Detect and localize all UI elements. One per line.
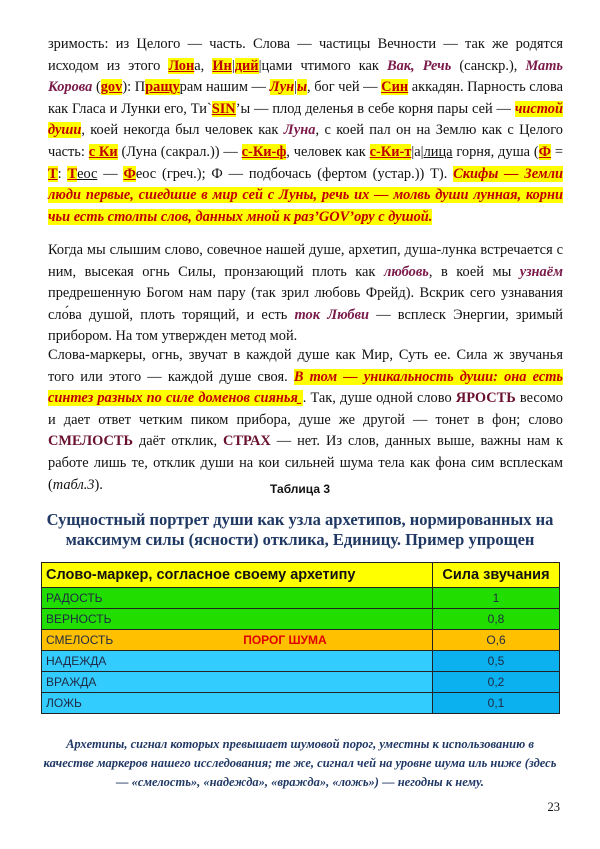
word: НАДЕЖДА [46, 654, 107, 668]
emphasized-text: Лун [269, 79, 295, 96]
table-header-row [42, 563, 560, 588]
text-segment: предрешенную Богом нам пару (так зрил любовь Фрейд). Вскрик сего узнавания сло́ва душой, плоть торящий, и есть [48, 285, 563, 323]
paragraph-2 [48, 240, 563, 348]
strength-cell: 0,1 [433, 693, 560, 714]
emphasized-text: еос [77, 165, 98, 182]
emphasized-text: Лон [168, 57, 195, 74]
text-segment: . Так, душе одной слово [302, 390, 456, 407]
emphasized-text: Ф [123, 165, 136, 182]
text-segment: зримость: из Целого — часть. Слова — частицы Вечности — так же родятся исходом из этого [48, 36, 563, 74]
word: ВЕРНОСТЬ [46, 612, 112, 626]
word-cell [42, 651, 433, 672]
emphasized-text: Скифы — Земли люди первые, сшедшие в мир сей с Луны, речь их — молвь души лунная, корни чьи есть столпы слов, данных мной к раз’GOV’ору с душой. [48, 165, 563, 225]
text-segment: еос (греч.); Ф — подбочась (фертом (устар.)) Т). [135, 165, 454, 182]
paragraph-3 [48, 345, 563, 496]
archetype-table [41, 562, 560, 714]
table-row [42, 651, 560, 672]
emphasized-text: gov [100, 79, 123, 96]
table-row [42, 609, 560, 630]
word: ЛОЖЬ [46, 696, 82, 710]
text-segment: (Луна (сакрал.)) — [117, 143, 242, 160]
word: РАДОСТЬ [46, 591, 103, 605]
emphasized-text: любовь [383, 263, 429, 280]
emphasized-text: лица [423, 143, 453, 160]
noise-threshold-label: ПОРОГ ШУМА [243, 633, 327, 647]
text-segment: : [57, 165, 68, 182]
text-segment: , бог чей — [306, 79, 382, 96]
text-segment: — [97, 165, 124, 182]
text-segment: , коей некогда был человек как [81, 122, 284, 139]
emphasized-text: табл.3 [52, 476, 95, 493]
text-segment: ’ы — плод деленья в себе корня пары сей — [235, 100, 515, 117]
strength-cell: 1 [433, 588, 560, 609]
text-segment: | [294, 79, 297, 96]
text-segment: горня, душа ( [452, 143, 539, 160]
paragraph-1 [48, 34, 563, 228]
strength-cell: O,6 [433, 630, 560, 651]
column-header-strength: Сила звучания [433, 563, 560, 588]
text-segment: |а| [411, 143, 424, 160]
emphasized-text: с Ки [88, 143, 118, 160]
emphasized-text: ращу [145, 79, 180, 96]
emphasized-text: В том — уникальность души: она есть синтез разных по силе доменов сияньяˍ [48, 368, 563, 407]
table-caption: Таблица 3 [269, 482, 331, 496]
table-row [42, 588, 560, 609]
table-row [42, 672, 560, 693]
emphasized-text: дий [234, 57, 259, 74]
emphasized-text: Син [381, 79, 409, 96]
emphasized-text: узнаём [519, 263, 563, 280]
emphasized-text: Ин [212, 57, 232, 74]
word-cell [42, 630, 433, 651]
emphasized-text: Т [67, 165, 78, 182]
emphasized-text: Т [48, 165, 58, 182]
table-heading: Сущностный портрет души как узла архетипов, нормированных на максимум силы (ясности) отклика, Единицу. Пример упрощен [46, 510, 554, 549]
text-segment: , с коей пал он на Землю как с Целого часть: [48, 122, 563, 160]
emphasized-text: СТРАХ [223, 433, 271, 450]
table-row [42, 630, 560, 651]
emphasized-text: СМЕЛОСТЬ [48, 433, 133, 450]
word: ВРАЖДА [46, 675, 97, 689]
emphasized-text: Луна [283, 122, 316, 139]
text-segment: весомо и дает ответ четким пиком прибора, душе же другой — тонет в фон; слово [48, 390, 563, 428]
text-segment: , в коей мы [428, 263, 520, 280]
text-segment: ( [92, 79, 101, 96]
emphasized-text: с-Ки-ф [241, 143, 287, 160]
strength-cell: 0,5 [433, 651, 560, 672]
text-segment: рам нашим — [179, 79, 270, 96]
word-cell [42, 693, 433, 714]
text-segment: , человек как [286, 143, 370, 160]
emphasized-text: с-Ки-т [369, 143, 412, 160]
text-segment: — нет. Из слов, данных выше, важны нам к работе лишь те, отклик души на кои сильней шума тела как фона сим всплескам ( [48, 433, 563, 493]
emphasized-text: чистой души [48, 100, 563, 139]
column-header-word: Слово-маркер, согласное своему архетипу [42, 563, 433, 588]
emphasized-text: ток Любви [294, 306, 370, 323]
table-row [42, 693, 560, 714]
text-segment: |цами чтимого как [258, 57, 387, 74]
word: СМЕЛОСТЬ [46, 633, 114, 647]
table-note: Архетипы, сигнал которых превышает шумовой порог, уместны к использованию в качестве маркеров нашего исследования; те же, сигнал чей на уровне шума иль ниже (здесь — «смелость», «надежда», «вражда», «ложь») — негодны к нему. [43, 737, 557, 789]
word-cell [42, 672, 433, 693]
emphasized-text: SIN [211, 100, 236, 117]
page-number: 23 [547, 800, 560, 814]
text-segment: — всплеск Энергии, зримый прибором. На том утвержден метод мой. [48, 306, 563, 345]
text-segment: ): П [122, 79, 146, 96]
text-segment: Слова-маркеры, огнь, звучат в каждой душе как Мир, Суть ее. Сила ж звучанья того или этого — каждой душе своя. [48, 347, 563, 385]
strength-cell: 0,2 [433, 672, 560, 693]
text-segment: (санскр.), [451, 57, 526, 74]
text-segment: | [231, 57, 235, 74]
word-cell [42, 609, 433, 630]
text-segment: = [551, 143, 563, 160]
emphasized-text: Мать Корова [48, 57, 563, 96]
emphasized-text: Ф [538, 143, 552, 160]
emphasized-text: Вак, Речь [386, 57, 452, 74]
text-segment: ). [94, 476, 103, 493]
text-segment: Когда мы слышим слово, совечное нашей душе, архетип, душа-лунка встречается с ним, высекая огнь Силы, пронзающий плоть как [48, 242, 563, 280]
text-segment: аккадян. Парность слова как Гласа и Лунки его, Ти` [48, 79, 563, 117]
word-cell [42, 588, 433, 609]
text-segment: даёт отклик, [132, 433, 224, 450]
strength-cell: 0,8 [433, 609, 560, 630]
emphasized-text: ЯРОСТЬ [455, 390, 516, 407]
text-segment: а, [194, 57, 213, 74]
emphasized-text: ы [296, 79, 307, 96]
